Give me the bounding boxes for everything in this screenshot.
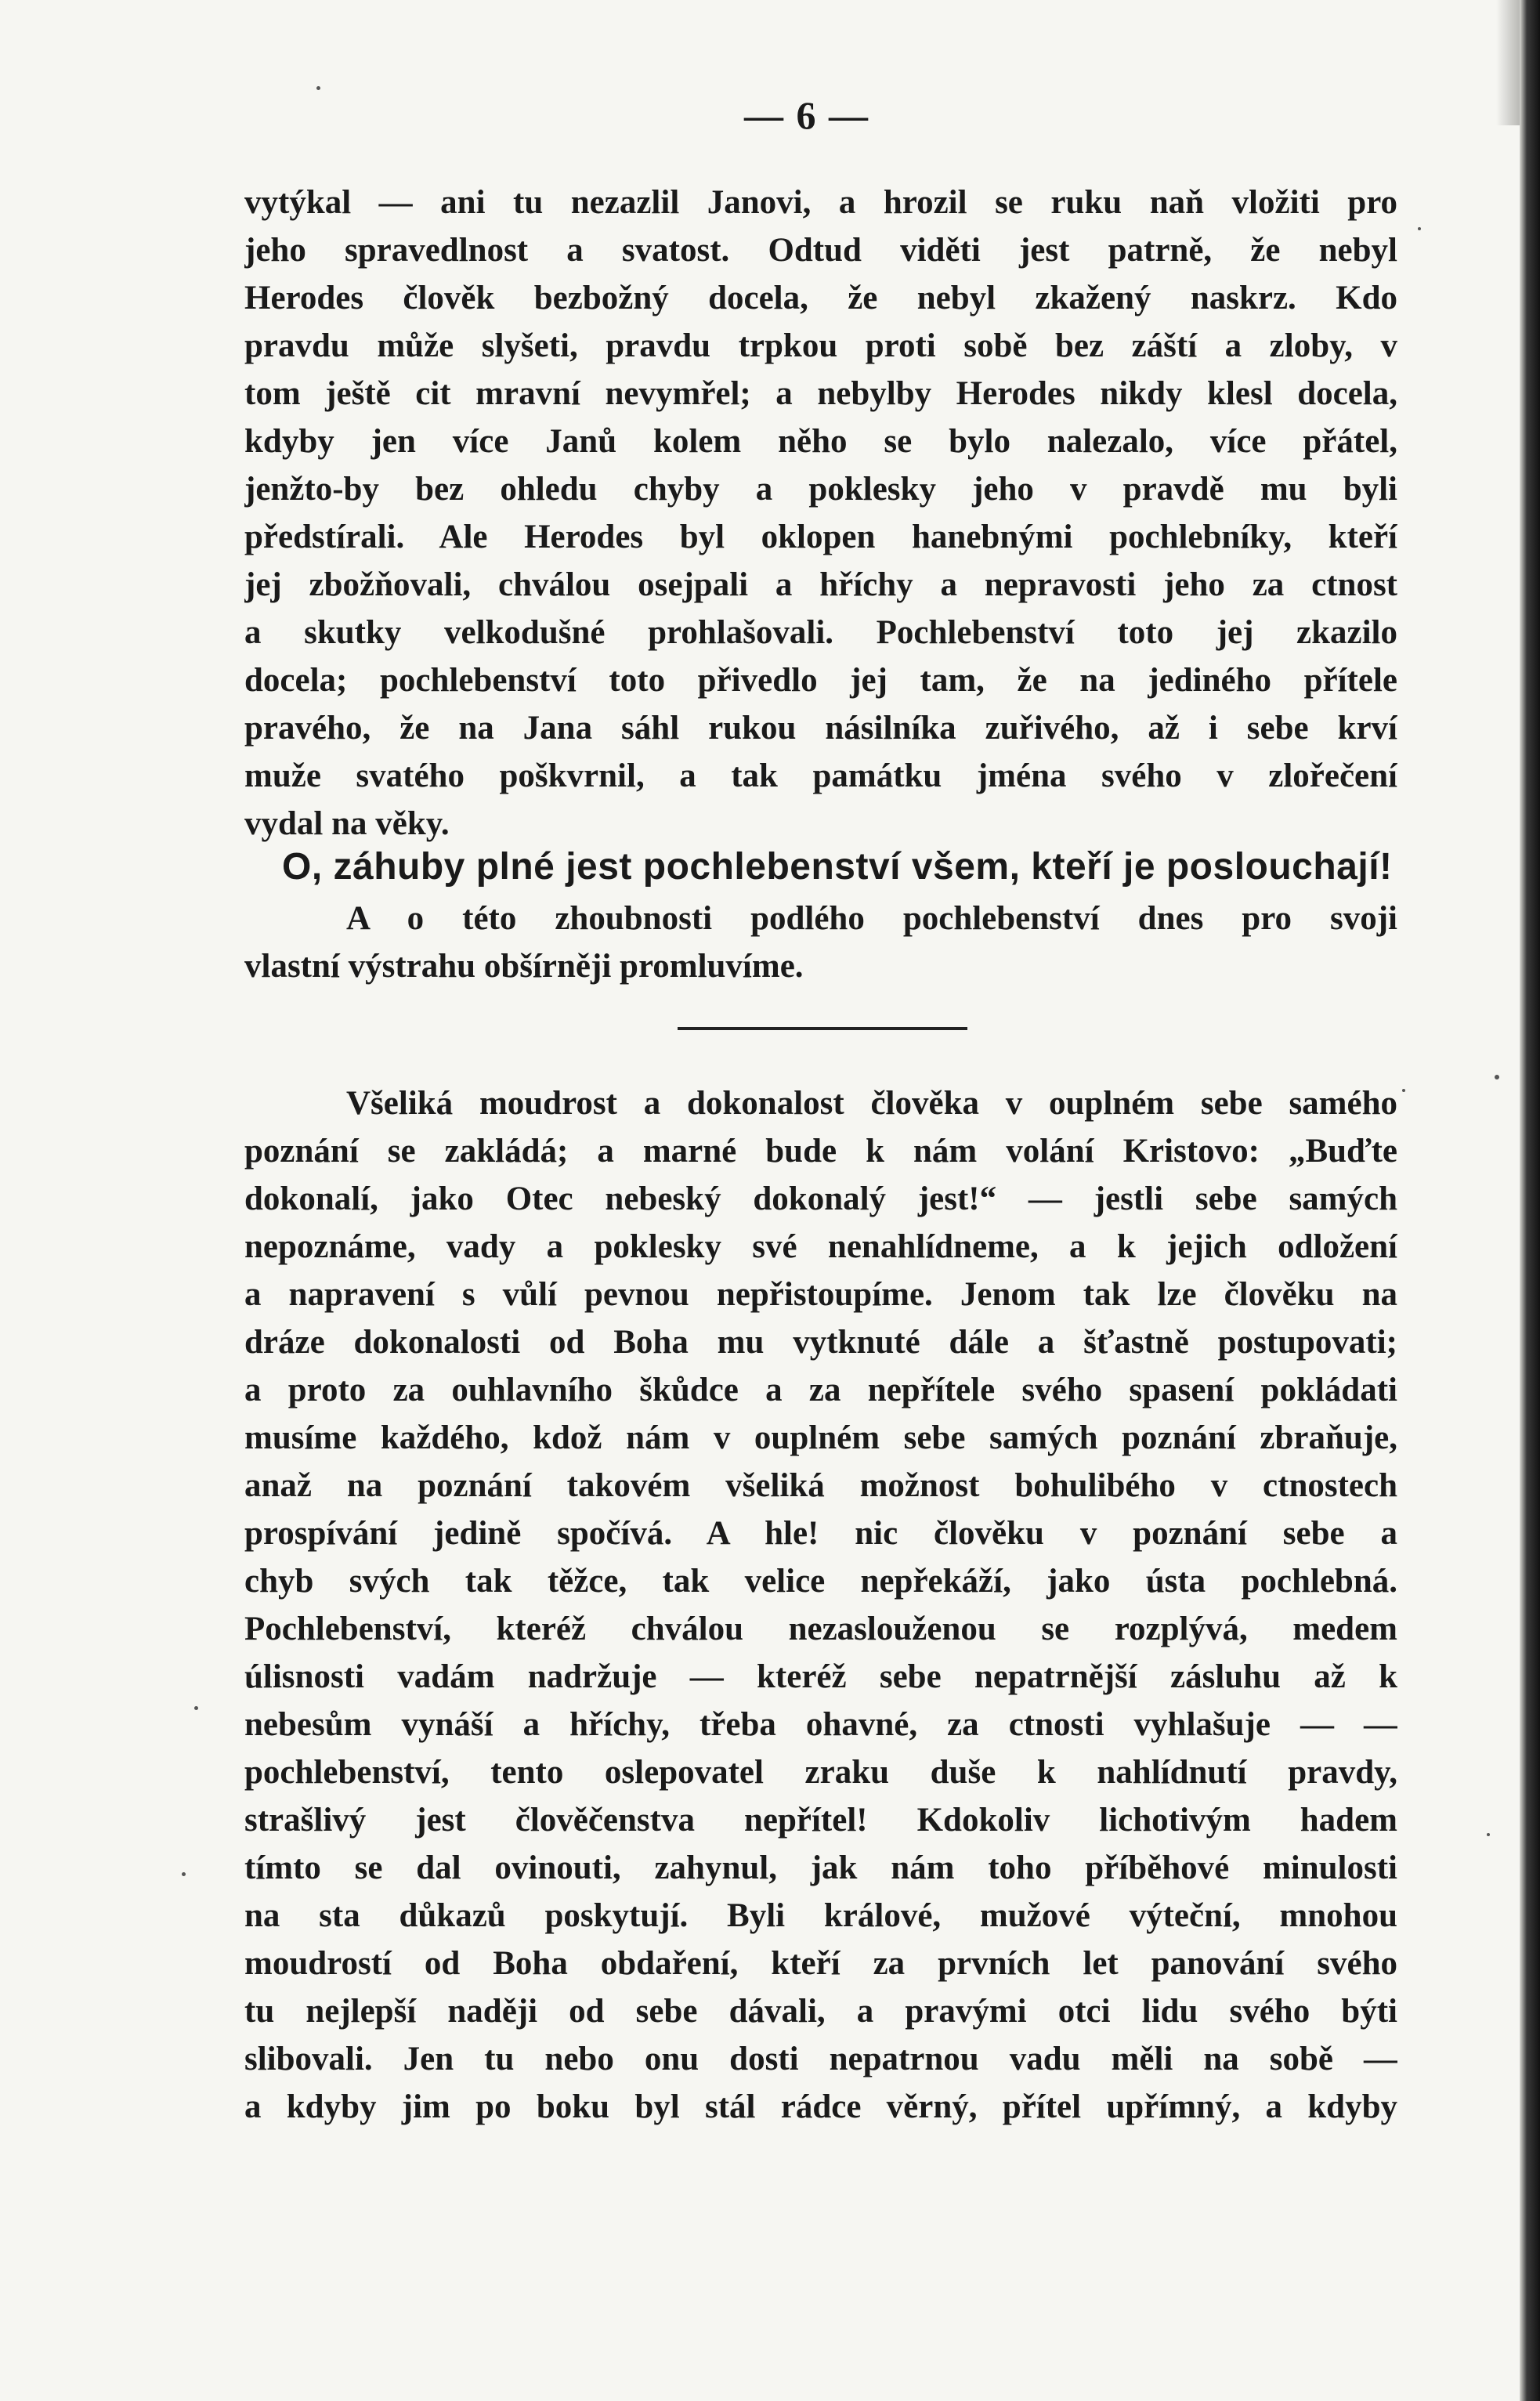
paper-speck bbox=[1495, 1075, 1499, 1079]
text-line: předstírali. Ale Herodes byl oklopen hanebnými pochlebníky, kteří bbox=[244, 519, 1397, 555]
text-line: poznání se zakládá; a marné bude k nám volání Kristovo: „Buďte bbox=[244, 1133, 1397, 1170]
paragraph-2 bbox=[244, 895, 1397, 990]
text-line: vydal na věky. bbox=[244, 805, 450, 842]
paper-speck bbox=[1487, 1833, 1490, 1836]
text-line: dráze dokonalosti od Boha mu vytknuté dále a šťastně postupovati; bbox=[244, 1324, 1397, 1361]
paper-speck bbox=[182, 1872, 186, 1876]
text-line: prospívání jedině spočívá. A hle! nic člověku v poznání sebe a bbox=[244, 1515, 1397, 1552]
text-line: a skutky velkodušné prohlašovali. Pochlebenství toto jej zkazilo bbox=[244, 614, 1397, 651]
text-line: Herodes člověk bezbožný docela, že nebyl zkažený naskrz. Kdo bbox=[244, 280, 1397, 316]
text-line: jenžto-by bez ohledu chyby a poklesky jeho v pravdě mu byli bbox=[244, 471, 1397, 508]
emphasized-headline: O, záhuby plné jest pochlebenství všem, kteří je poslouchají! bbox=[282, 846, 1393, 888]
paragraph-3 bbox=[244, 1079, 1397, 2131]
text-line: Pochlebenství, kteréž chválou nezaslouženou se rozplývá, medem bbox=[244, 1611, 1397, 1647]
text-line: moudrostí od Boha obdaření, kteří za prvních let panování svého bbox=[244, 1945, 1397, 1982]
text-line: a napravení s vůlí pevnou nepřistoupíme. Jenom tak lze člověku na bbox=[244, 1276, 1397, 1313]
text-line: tom ještě cit mravní nevymřel; a nebylby Herodes nikdy klesl docela, bbox=[244, 375, 1397, 412]
text-line: anaž na poznání takovém všeliká možnost bohulibého v ctnostech bbox=[244, 1467, 1397, 1504]
text-line: pravdu může slyšeti, pravdu trpkou proti sobě bez záští a zloby, v bbox=[244, 327, 1397, 364]
paper-speck bbox=[316, 86, 320, 90]
text-line: nepoznáme, vady a poklesky své nenahlídneme, a k jejich odložení bbox=[244, 1228, 1397, 1265]
page-number: — 6 — bbox=[744, 93, 869, 137]
text-line: docela; pochlebenství toto přivedlo jej tam, že na jediného přítele bbox=[244, 662, 1397, 699]
text-line: kdyby jen více Janů kolem něho se bylo nalezalo, více přátel, bbox=[244, 423, 1397, 460]
text-line: na sta důkazů poskytují. Byli králové, mužové výteční, mnohou bbox=[244, 1897, 1397, 1934]
paper-speck bbox=[1402, 1089, 1405, 1092]
text-line: a kdyby jim po boku byl stál rádce věrný, přítel upřímný, a kdyby bbox=[244, 2088, 1397, 2125]
paragraph-1 bbox=[244, 179, 1397, 848]
binding-shadow bbox=[1520, 0, 1540, 2401]
text-line: tu nejlepší naději od sebe dávali, a pravými otci lidu svého býti bbox=[244, 1993, 1397, 2030]
section-divider bbox=[678, 1027, 967, 1030]
text-line: nebesům vynáší a hříchy, třeba ohavné, za ctnosti vyhlašuje — — bbox=[244, 1706, 1397, 1743]
text-line: vlastní výstrahu obšírněji promluvíme. bbox=[244, 948, 804, 985]
text-line: a proto za ouhlavního škůdce a za nepřítele svého spasení pokládati bbox=[244, 1372, 1397, 1408]
text-line: chyb svých tak těžce, tak velice nepřekáží, jako ústa pochlebná. bbox=[244, 1563, 1397, 1600]
text-line: pravého, že na Jana sáhl rukou násilníka zuřivého, až i sebe krví bbox=[244, 710, 1397, 747]
paper-speck bbox=[194, 1706, 198, 1710]
paper-speck bbox=[1418, 227, 1421, 230]
text-line: musíme každého, kdož nám v ouplném sebe samých poznání zbraňuje, bbox=[244, 1419, 1397, 1456]
text-line: strašlivý jest člověčenstva nepřítel! Kdokoliv lichotivým hadem bbox=[244, 1802, 1397, 1839]
text-line: dokonalí, jako Otec nebeský dokonalý jest!“ — jestli sebe samých bbox=[244, 1181, 1397, 1217]
text-line: jej zbožňovali, chválou osejpali a hříchy a nepravosti jeho za ctnost bbox=[244, 566, 1397, 603]
text-line: tímto se dal ovinouti, zahynul, jak nám toho příběhové minulosti bbox=[244, 1850, 1397, 1886]
text-line: jeho spravedlnost a svatost. Odtud viděti jest patrně, že nebyl bbox=[244, 232, 1397, 269]
text-line: pochlebenství, tento oslepovatel zraku duše k nahlídnutí pravdy, bbox=[244, 1754, 1397, 1791]
text-line: slibovali. Jen tu nebo onu dosti nepatrnou vadu měli na sobě — bbox=[244, 2041, 1397, 2077]
text-line: vytýkal — ani tu nezazlil Janovi, a hrozil se ruku naň vložiti pro bbox=[244, 184, 1397, 221]
text-line: muže svatého poškvrnil, a tak památku jména svého v zlořečení bbox=[244, 758, 1397, 794]
text-line: úlisnosti vadám nadržuje — kteréž sebe nepatrnější zásluhu až k bbox=[244, 1658, 1397, 1695]
text-line: A o této zhoubnosti podlého pochlebenství dnes pro svoji bbox=[346, 900, 1397, 937]
text-line: Všeliká moudrost a dokonalost člověka v ouplném sebe samého bbox=[346, 1085, 1397, 1122]
